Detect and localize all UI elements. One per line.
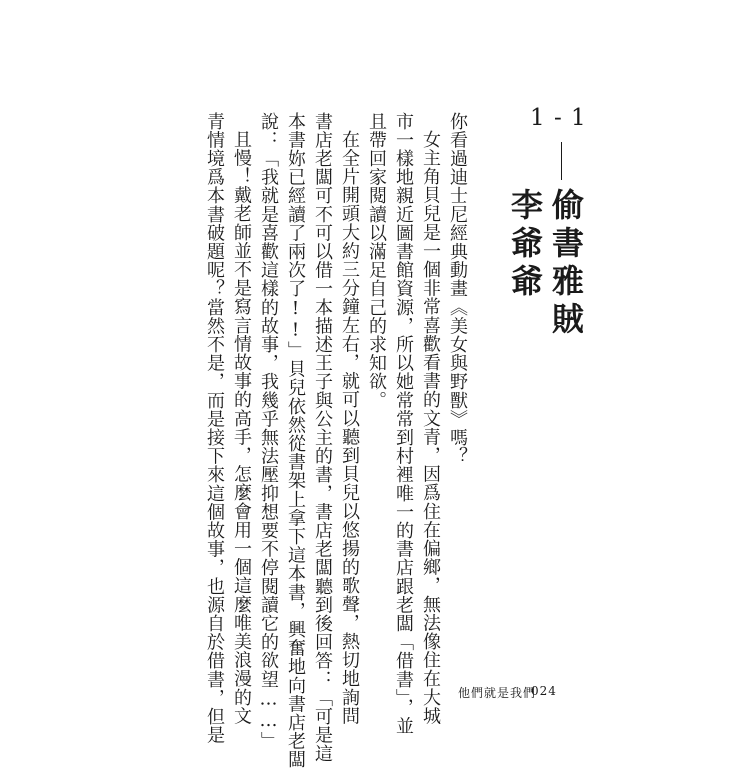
body-line: 青情境爲本書破題呢？當然不是，而是接下來這個故事，也源自於借書，但是	[204, 112, 225, 745]
chapter-title: 偷書雅賊	[547, 188, 585, 340]
chapter-author: 李爺爺	[506, 188, 544, 302]
body-line: 本書妳已經讀了兩次了!!」貝兒依然從書架上拿下這本書，興奮地向書店老闆	[285, 112, 306, 769]
page-number: 024	[531, 684, 557, 698]
body-line: 書店老闆可不可以借一本描述王子與公主的書，書店老闆聽到後回答：「可是這	[312, 112, 333, 763]
running-title: 他們就是我們	[458, 686, 537, 700]
body-line: 且帶回家閱讀以滿足自己的求知欲。	[366, 112, 387, 410]
chapter-number: 1 - 1	[530, 105, 587, 131]
chapter-divider-rule	[561, 142, 562, 180]
body-line: 市一樣地親近圖書館資源，所以她常常到村裡唯一的書店跟老闆「借書」，並	[393, 112, 414, 736]
body-line: 在全片開頭大約三分鐘左右，就可以聽到貝兒以悠揚的歌聲，熱切地詢問	[339, 130, 360, 726]
body-line: 你看過迪士尼經典動畫《美女與野獸》嗎？	[447, 112, 468, 466]
body-line: 且慢！戴老師並不是寫言情故事的高手，怎麼會用一個這麼唯美浪漫的文	[231, 130, 252, 726]
body-line: 說：「我就是喜歡這樣的故事，我幾乎無法壓抑想要不停閱讀它的欲望……」	[258, 112, 279, 751]
body-line: 女主角貝兒是一個非常喜歡看書的文青，因爲住在偏鄉，無法像住在大城	[420, 130, 441, 726]
